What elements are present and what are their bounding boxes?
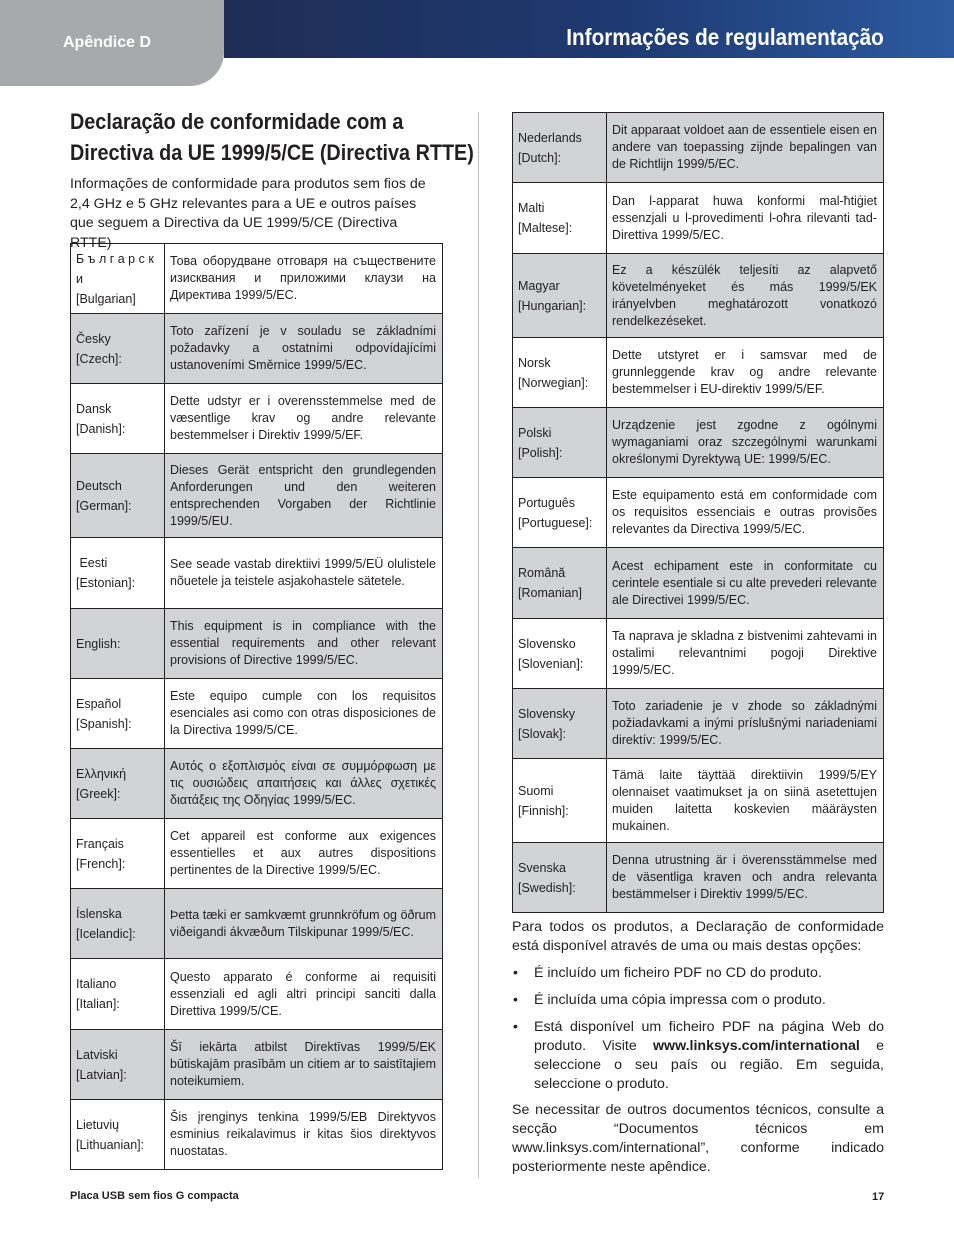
conformity-table-left (70, 243, 443, 1170)
header-bar (224, 0, 954, 58)
declaration-text: See seade vastab direktiivi 1999/5/EÜ olulistele nõuetele ja teistele asjakohastele sätetele. (165, 538, 443, 609)
language-tag: [Romanian] (518, 586, 582, 600)
declaration-text: Urządzenie jest zgodne z ogólnymi wymaganiami oraz szczególnymi warunkami określonymi Dyrektywą UE: 1999/5/EC. (607, 408, 884, 478)
language-tag: [Maltese]: (518, 221, 573, 235)
language-tag: [French]: (76, 856, 126, 871)
option-web (512, 1018, 884, 1094)
declaration-text: Šis įrenginys tenkina 1999/5/EB Direktyvos esminius reikalavimus ir kitas šios direktyvos nuostatas. (165, 1100, 443, 1170)
language-tag: [Dutch]: (518, 150, 562, 165)
option-cd: • É incluído um ficheiro PDF no CD do produto. (512, 964, 884, 983)
language-name: Svenska (518, 860, 566, 875)
language-tag: [Lithuanian]: (76, 1137, 145, 1152)
section-intro: Informações de conformidade para produtos sem fios de 2,4 GHz e 5 GHz relevantes para a UE e outros países que seguem a Directiva da UE 1999/5/CE (Directiva RTTE) (70, 176, 426, 251)
language-name: Slovensko (518, 636, 576, 651)
language-name: Lietuvių (76, 1117, 120, 1132)
language-name: Ελληνική (76, 766, 127, 781)
declaration-text: Este equipo cumple con los requisitos esenciales asi como con otras disposiciones de la Directiva 1999/5/CE. (165, 679, 443, 749)
language-cell (513, 478, 607, 548)
language-tag: [Slovenian]: (518, 656, 584, 671)
language-tag: [Finnish]: (518, 803, 569, 818)
language-cell (513, 548, 607, 619)
language-tag: [Swedish]: (518, 880, 576, 895)
language-name: Suomi (518, 783, 554, 798)
language-name: Polski (518, 425, 552, 440)
declaration-text: Questo apparato é conforme ai requisiti essenziali ed agli altri principi sanciti dalla Direttiva 1999/5/CE. (165, 959, 443, 1030)
language-cell (71, 679, 165, 749)
language-tag: [Latvian]: (76, 1067, 127, 1082)
language-cell (513, 113, 607, 183)
language-cell (71, 314, 165, 384)
language-cell (513, 619, 607, 689)
option-printed: • É incluída uma cópia impressa com o produto. (512, 991, 884, 1010)
language-name: Íslenska (76, 906, 122, 921)
declaration-text: Šī iekārta atbilst Direktīvas 1999/5/EK būtiskajām prasībām un citiem ar to saistītajiem noteikumiem. (165, 1030, 443, 1100)
language-cell (71, 819, 165, 889)
language-tag: [Slovak]: (518, 726, 566, 741)
appendix-tab (0, 0, 224, 86)
declaration-text: Dette utstyret er i samsvar med de grunnleggende krav og andre relevante bestemmelser i EU-direktiv 1999/5/EF. (607, 338, 884, 408)
language-cell (513, 338, 607, 408)
language-tag: [Danish]: (76, 421, 126, 436)
option-web-text: Está disponível um ficheiro PDF na página Web do produto. Visite (534, 1019, 884, 1054)
language-tag: [Hungarian]: (518, 298, 587, 313)
language-name: Dansk (76, 401, 112, 416)
declaration-text: Αυτός ο εξοπλισμός είναι σε συμμόρφωση με τις ουσιώδεις απαιτήσεις και άλλες σχετικές διατάξεις της Οδηγίας 1999/5/EC. (165, 749, 443, 819)
language-name: Б ъ л г а р с к и (76, 251, 154, 286)
conformity-table-right (512, 112, 884, 913)
availability-intro: Para todos os produtos, a Declaração de conformidade está disponível através de uma ou mais destas opções: (512, 919, 884, 954)
language-tag: [German]: (76, 498, 132, 513)
section-title (70, 106, 474, 168)
section-title-line2: Directiva da UE 1999/5/CE (Directiva RTTE) (70, 140, 474, 165)
availability-section (512, 918, 884, 1177)
language-cell (513, 254, 607, 338)
language-name: English: (76, 636, 121, 651)
language-name: Eesti (76, 556, 108, 570)
declaration-text: Cet appareil est conforme aux exigences essentielles et aux autres dispositions pertinentes de la Directive 1999/5/EC. (165, 819, 443, 889)
language-tag: [Greek]: (76, 786, 121, 801)
language-cell (513, 759, 607, 843)
language-name: Norsk (518, 355, 551, 370)
language-cell (71, 959, 165, 1030)
language-cell (71, 454, 165, 538)
declaration-text: Ez a készülék teljesíti az alapvető követelményeket és más 1999/5/EK irányelvben meghatározott vonatkozó rendelkezéseket. (607, 254, 884, 338)
language-name: Français (76, 836, 124, 851)
language-cell (71, 538, 165, 609)
language-cell (513, 183, 607, 254)
declaration-text: Dan l-apparat huwa konformi mal-ħtiġiet essenzjali u l-provedimenti l-oħra rilevanti tad-Direttiva 1999/5/EC. (607, 183, 884, 254)
linksys-international-link[interactable]: www.linksys.com/international (653, 1038, 860, 1054)
language-tag: [Czech]: (76, 351, 122, 366)
declaration-text: This equipment is in compliance with the essential requirements and other relevant provisions of Directive 1999/5/EC. (165, 609, 443, 679)
language-name: Nederlands (518, 130, 582, 145)
declaration-text: Acest echipament este in conformitate cu cerintele esentiale si cu alte prevederi relevante ale Directivei 1999/5/EC. (607, 548, 884, 619)
declaration-text: Ta naprava je skladna z bistvenimi zahtevami in ostalimi relevantnimi pogoji Direktive 1999/5/EC. (607, 619, 884, 689)
availability-options (512, 964, 884, 1094)
language-cell (71, 1100, 165, 1170)
language-cell (71, 244, 165, 314)
option-web-text-end: e seleccione o seu país ou região. Em seguida, seleccione o produto. (534, 1038, 884, 1092)
declaration-text: Dette udstyr er i overensstemmelse med de væsentlige krav og andre relevante bestemmelser i Direktiv 1999/5/EF. (165, 384, 443, 454)
language-name: Česky (76, 331, 111, 346)
declaration-text: Dieses Gerät entspricht den grundlegenden Anforderungen und den weiteren entsprechenden Vorgaben der Richtlinie 1999/5/EU. (165, 454, 443, 538)
language-tag: [Italian]: (76, 997, 120, 1011)
page-number: 17 (872, 1191, 885, 1203)
language-name: Latviski (76, 1047, 118, 1062)
declaration-text: Toto zařízení je v souladu se základními požadavky a ostatními odpovídajícími ustanoveními Směrnice 1999/5/EC. (165, 314, 443, 384)
language-tag: [Polish]: (518, 445, 563, 460)
language-tag: [Norwegian]: (518, 375, 589, 390)
language-tag: [Spanish]: (76, 716, 132, 731)
declaration-text: Dit apparaat voldoet aan de essentiele eisen en andere van toepassing zijnde bepalingen van de Richtlijn 1999/5/EC. (607, 113, 884, 183)
language-cell (71, 384, 165, 454)
declaration-text: Tämä laite täyttää direktiivin 1999/5/EY olennaiset vaatimukset ja on siinä asetettujen muiden laitetta koskevien määräysten mukainen. (607, 759, 884, 843)
declaration-text: Este equipamento está em conformidade com os requisitos essenciais e outras provisões relevantes da Directiva 1999/5/EC. (607, 478, 884, 548)
header-title: Informações de regulamentação (566, 24, 884, 50)
language-name: Português (518, 495, 575, 510)
declaration-text: Þetta tæki er samkvæmt grunnkröfum og öðrum viðeigandi ákvæðum Tilskipunar 1999/5/EC. (165, 889, 443, 959)
language-name: Slovensky (518, 706, 575, 721)
column-divider (478, 112, 479, 1178)
language-cell (71, 609, 165, 679)
language-tag: [Portuguese]: (518, 515, 593, 530)
language-tag: [Icelandic]: (76, 926, 136, 941)
language-tag: [Bulgarian] (76, 291, 136, 306)
language-name: Deutsch (76, 478, 122, 493)
language-name: Malti (518, 201, 545, 215)
language-cell (513, 689, 607, 759)
language-name: Română (518, 566, 566, 580)
language-tag: [Estonian]: (76, 576, 136, 590)
language-cell (513, 843, 607, 913)
declaration-text: Това оборудване отговаря на съществените изисквания и приложими клаузи на Директива 1999/5/ЕС. (165, 244, 443, 314)
technical-docs-note: Se necessitar de outros documentos técnicos, consulte a secção “Documentos técnicos em www.linksys.com/international”, conforme indicado posteriormente neste apêndice. (512, 1102, 884, 1175)
language-name: Español (76, 696, 122, 711)
language-cell (71, 749, 165, 819)
footer-product: Placa USB sem fios G compacta (70, 1190, 239, 1202)
language-cell (71, 889, 165, 959)
declaration-text: Denna utrustning är i överensstämmelse med de väsentliga kraven och andra relevanta bestämmelser i Direktiv 1999/5/EC. (607, 843, 884, 913)
appendix-label: Apêndice D (63, 34, 152, 51)
language-name: Magyar (518, 278, 560, 293)
language-cell (513, 408, 607, 478)
section-title-line1: Declaração de conformidade com a (70, 109, 404, 134)
declaration-text: Toto zariadenie je v zhode so základnými požiadavkami a inými príslušnými nariadeniami direktív: 1999/5/EC. (607, 689, 884, 759)
language-cell (71, 1030, 165, 1100)
language-name: Italiano (76, 977, 117, 991)
